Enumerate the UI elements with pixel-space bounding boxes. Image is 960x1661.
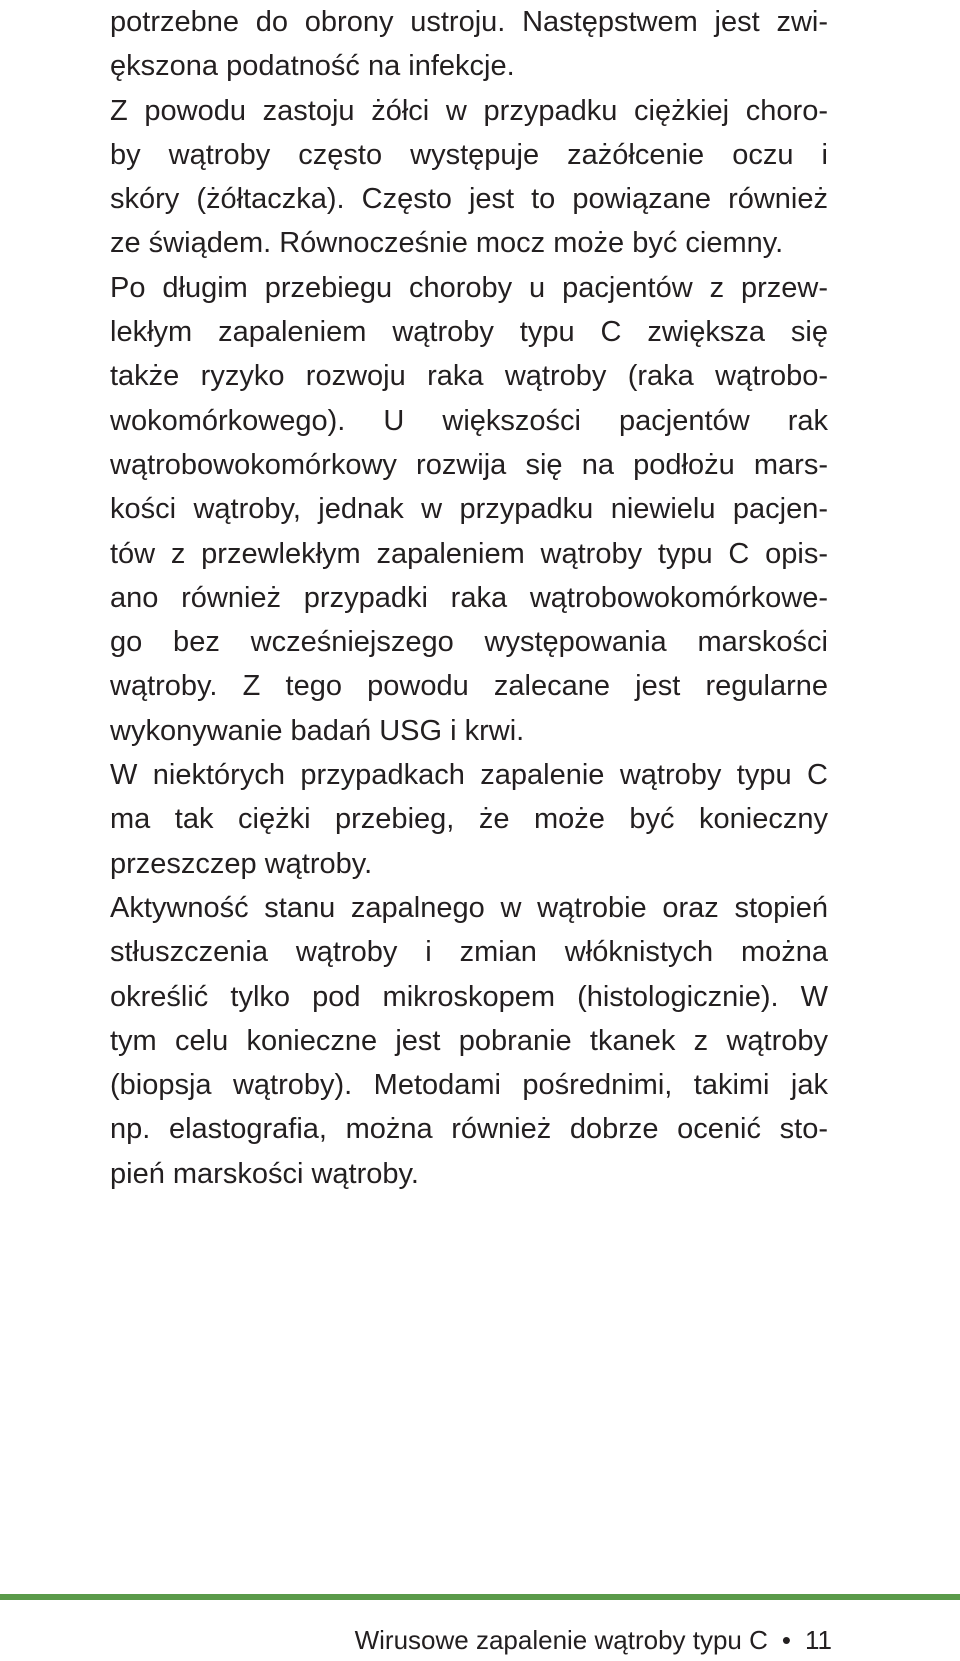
- text-line: także ryzyko rozwoju raka wątroby (raka wątrobo-: [110, 360, 828, 393]
- footer-title: Wirusowe zapalenie wątroby typu C: [354, 1625, 768, 1655]
- text-line: ększona podatność na infekcje.: [110, 50, 515, 83]
- body-text: [110, 0, 828, 1196]
- text-line: wątroby. Z tego powodu zalecane jest regularne: [110, 670, 828, 703]
- page-footer: [355, 1625, 832, 1655]
- text-line: Po długim przebiegu choroby u pacjentów z przew-: [110, 271, 828, 304]
- text-line: pień marskości wątroby.: [110, 1157, 419, 1190]
- text-line: przeszczep wątroby.: [110, 847, 373, 880]
- text-line: ma tak ciężki przebieg, że może być konieczny: [110, 803, 828, 836]
- text-line: wątrobowokomórkowy rozwija się na podłożu mars-: [110, 448, 828, 481]
- page-number: 11: [805, 1625, 832, 1655]
- text-line: Z powodu zastoju żółci w przypadku ciężkiej choro-: [110, 94, 828, 127]
- text-line: np. elastografia, można również dobrze ocenić sto-: [110, 1113, 828, 1146]
- text-line: wykonywanie badań USG i krwi.: [110, 714, 525, 747]
- text-line: określić tylko pod mikroskopem (histologicznie). W: [110, 980, 828, 1013]
- text-line: potrzebne do obrony ustroju. Następstwem jest zwi-: [110, 6, 828, 38]
- text-line: lekłym zapaleniem wątroby typu C zwiększa się: [110, 316, 828, 349]
- text-line: W niektórych przypadkach zapalenie wątroby typu C: [110, 759, 828, 792]
- text-line: tów z przewlekłym zapaleniem wątroby typu C opis-: [110, 537, 828, 570]
- text-line: ano również przypadki raka wątrobowokomórkowe-: [110, 581, 828, 614]
- footer-rule: [0, 1594, 960, 1600]
- text-line: skóry (żółtaczka). Często jest to powiązane również: [110, 183, 828, 216]
- footer-bullet: •: [781, 1625, 791, 1655]
- text-line: Aktywność stanu zapalnego w wątrobie oraz stopień: [110, 891, 828, 924]
- text-line: kości wątroby, jednak w przypadku niewielu pacjen-: [110, 493, 828, 526]
- text-line: tym celu konieczne jest pobranie tkanek z wątroby: [110, 1024, 828, 1057]
- text-line: by wątroby często występuje zażółcenie oczu i: [110, 138, 828, 171]
- text-line: ze świądem. Równocześnie mocz może być ciemny.: [110, 227, 784, 260]
- text-line: (biopsja wątroby). Metodami pośrednimi, takimi jak: [110, 1069, 828, 1102]
- text-line: go bez wcześniejszego występowania marskości: [110, 626, 828, 659]
- text-line: stłuszczenia wątroby i zmian włóknistych można: [110, 936, 828, 969]
- text-line: wokomórkowego). U większości pacjentów rak: [110, 404, 828, 437]
